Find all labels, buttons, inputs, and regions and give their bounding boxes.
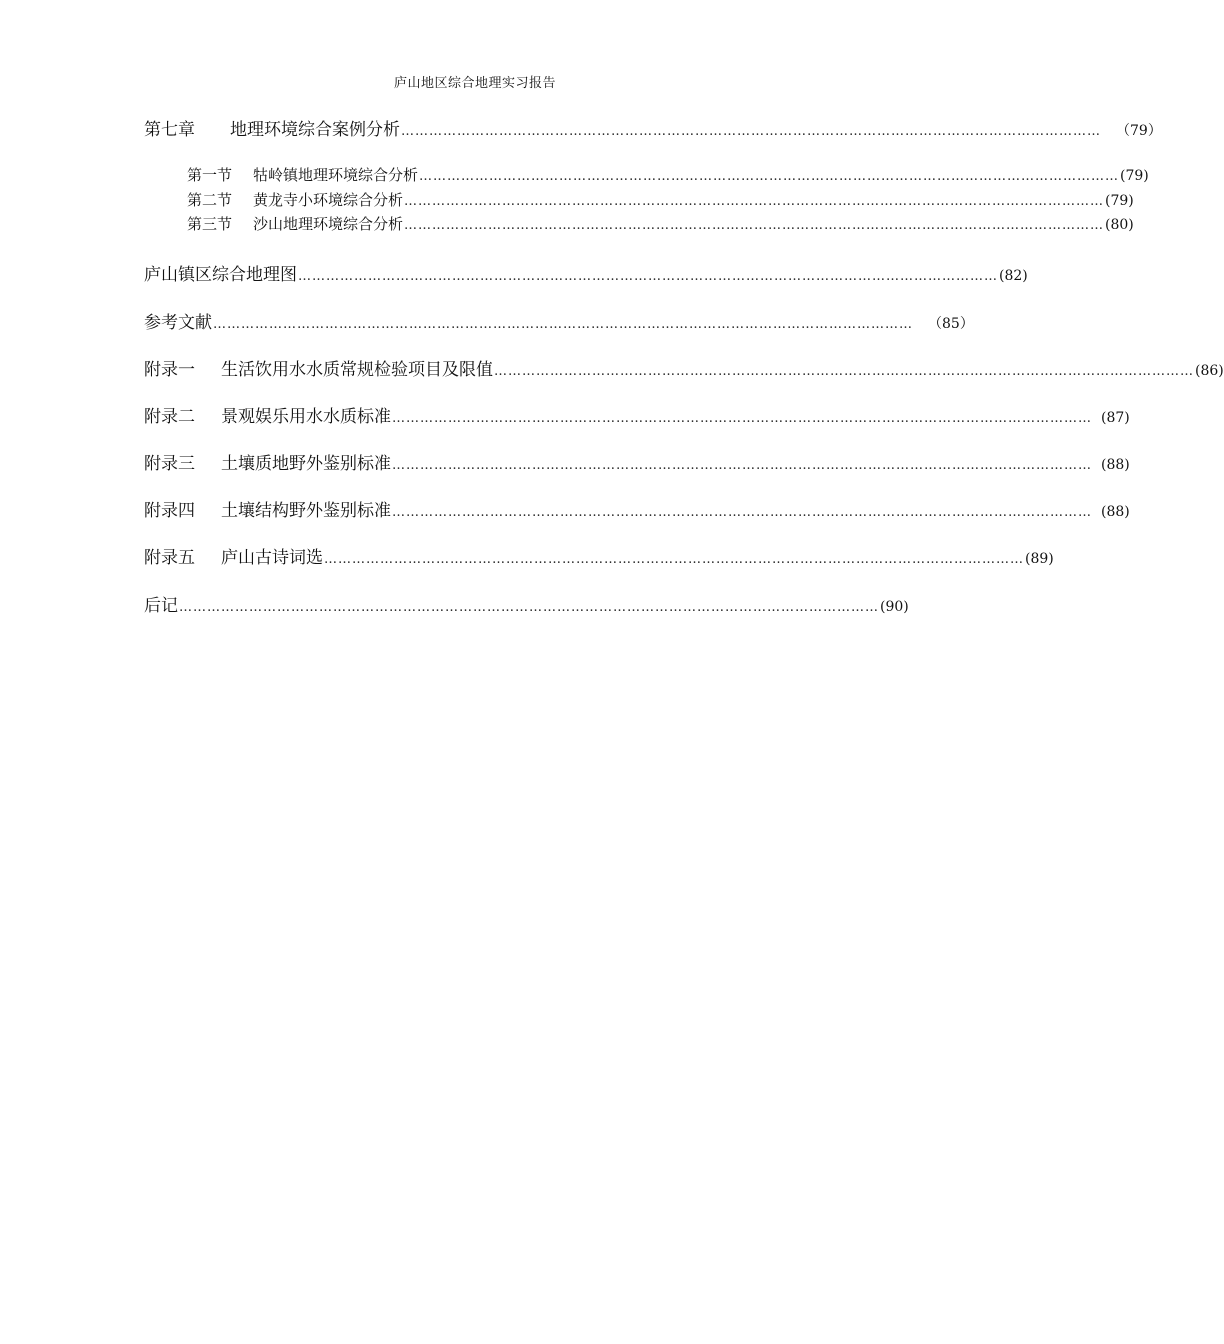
dot-leader: …………………………………………………………………………………………………………………………………… [494, 364, 1194, 379]
running-header: 庐山地区综合地理实习报告 [393, 76, 556, 91]
dot-leader: …………………………………………………………………………………………………………………………………… [419, 169, 1120, 184]
toc-page-number: (90) [880, 599, 909, 615]
dot-leader: …………………………………………………………………………………………………………………………………… [392, 411, 1092, 426]
toc-title: 参考文献 [144, 313, 212, 333]
toc-title: 土壤质地野外鉴别标准 [221, 454, 391, 474]
toc-label: 第一节 [187, 166, 233, 184]
toc-page-number: (88) [1101, 457, 1130, 473]
toc-page-number: (89) [1025, 551, 1054, 567]
toc-label: 附录一 [144, 360, 195, 380]
toc-page-number: (79) [1120, 168, 1149, 184]
toc-label: 附录二 [144, 407, 195, 427]
dot-leader: …………………………………………………………………………………………………………………………………… [298, 269, 998, 284]
toc-page-number: (87) [1101, 410, 1130, 426]
toc-label: 附录五 [144, 548, 195, 568]
toc-label: 附录四 [144, 501, 195, 521]
dot-leader: …………………………………………………………………………………………………………………………………… [404, 218, 1105, 233]
toc-title: 地理环境综合案例分析 [230, 120, 400, 140]
toc-entry-appendix-5 [144, 543, 1054, 568]
toc-label: 第三节 [187, 215, 233, 233]
toc-title: 沙山地理环境综合分析 [253, 215, 404, 233]
dot-leader: …………………………………………………………………………………………………………………………………… [401, 124, 1101, 139]
toc-page-number: （79） [1116, 123, 1162, 139]
toc-title: 土壤结构野外鉴别标准 [221, 501, 391, 521]
toc-title: 庐山古诗词选 [221, 548, 323, 568]
toc-title: 景观娱乐用水水质标准 [221, 407, 391, 427]
toc-page-number: （85） [928, 316, 974, 332]
dot-leader: …………………………………………………………………………………………………………………………………… [213, 317, 913, 332]
toc-page-number: (80) [1105, 217, 1134, 233]
toc-entry-appendix-4 [144, 496, 1130, 521]
toc-entry-appendix-3 [144, 449, 1130, 474]
dot-leader: …………………………………………………………………………………………………………………………………… [392, 505, 1092, 520]
toc-label: 第七章 [144, 120, 195, 140]
toc-title: 牯岭镇地理环境综合分析 [253, 166, 419, 184]
toc-entry-section-1 [187, 164, 1149, 185]
toc-title: 庐山镇区综合地理图 [144, 265, 297, 285]
toc-title: 生活饮用水水质常规检验项目及限值 [221, 360, 493, 380]
toc-entry-section-2 [187, 189, 1134, 210]
toc-page-number: (88) [1101, 504, 1130, 520]
dot-leader: …………………………………………………………………………………………………………………………………… [179, 600, 879, 615]
dot-leader: …………………………………………………………………………………………………………………………………… [392, 458, 1092, 473]
toc-label: 第二节 [187, 191, 233, 209]
toc-entry-map [144, 260, 1028, 285]
toc-page-number: (86) [1195, 363, 1224, 379]
dot-leader: …………………………………………………………………………………………………………………………………… [404, 194, 1105, 209]
toc-label: 附录三 [144, 454, 195, 474]
toc-page-number: (82) [999, 268, 1028, 284]
toc-entry-appendix-2 [144, 402, 1130, 427]
toc-page-number: (79) [1105, 193, 1134, 209]
toc-title: 黄龙寺小环境综合分析 [253, 191, 404, 209]
toc-entry-appendix-1 [144, 355, 1224, 380]
toc-entry-references [144, 308, 974, 333]
toc-title: 后记 [144, 596, 178, 616]
dot-leader: …………………………………………………………………………………………………………………………………… [324, 552, 1024, 567]
toc-entry-afterword [144, 591, 909, 616]
toc-entry-section-3 [187, 213, 1134, 234]
toc-entry-chapter-7 [144, 115, 1162, 140]
